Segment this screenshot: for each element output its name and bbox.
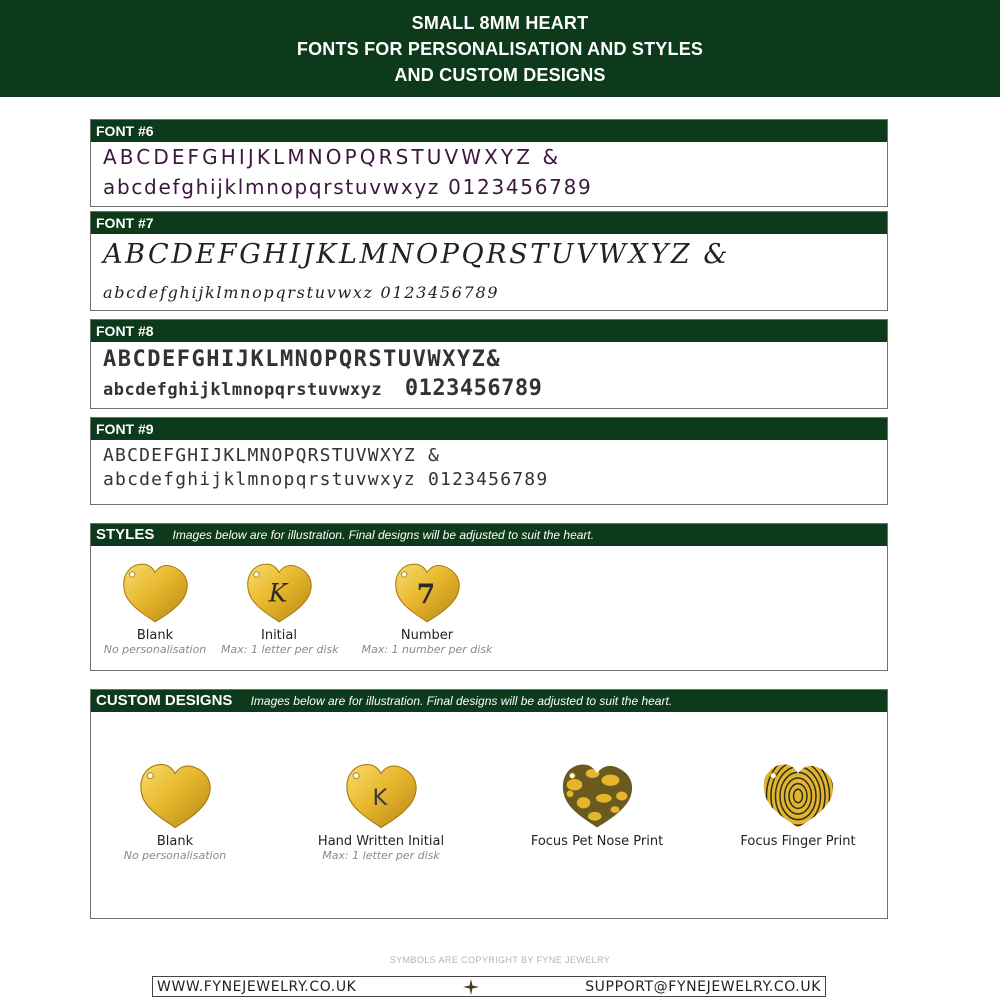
styles-title: STYLES <box>96 526 155 543</box>
font-9-uppercase: ABCDEFGHIJKLMNOPQRSTUVWXYZ & <box>103 445 441 466</box>
custom-blank-sub: No personalisation <box>123 849 227 862</box>
custom-designs-panel <box>90 689 888 919</box>
font-6-panel <box>90 119 888 207</box>
style-blank[interactable] <box>95 560 215 656</box>
font-6-lowercase-digits: abcdefghijklmnopqrstuvwxyz 0123456789 <box>103 175 593 199</box>
font-7-lowercase-digits: abcdefghijklmnopqrstuvwxz 0123456789 <box>103 283 500 302</box>
custom-finger-print-name: Focus Finger Print <box>740 834 856 849</box>
styles-panel <box>90 523 888 671</box>
font-8-panel <box>90 319 888 409</box>
support-email-link[interactable]: SUPPORT@FYNEJEWELRY.CO.UK <box>585 978 821 995</box>
blank-heart-icon <box>136 760 214 832</box>
font-9-panel <box>90 417 888 505</box>
font-9-lowercase-digits: abcdefghijklmnopqrstuvwxyz 0123456789 <box>103 469 549 490</box>
font-8-lowercase: abcdefghijklmnopqrstuvwxyz <box>103 380 383 400</box>
number-heart-icon <box>391 560 463 626</box>
title-banner <box>0 0 1000 97</box>
custom-pet-nose-name: Focus Pet Nose Print <box>530 834 664 849</box>
copyright-note: SYMBOLS ARE COPYRIGHT BY FYNE JEWELRY <box>389 955 611 965</box>
custom-blank[interactable] <box>113 760 237 862</box>
banner-line-2: FONTS FOR PERSONALISATION AND STYLES <box>296 38 704 59</box>
style-blank-name: Blank <box>136 628 174 643</box>
initial-heart-icon <box>243 560 315 626</box>
pet-nose-print-heart-icon <box>558 760 636 832</box>
initial-mark: K <box>268 578 288 608</box>
custom-hand-written-name: Hand Written Initial <box>317 834 445 849</box>
footer-bar <box>152 976 826 997</box>
number-mark: 7 <box>416 579 436 611</box>
style-number[interactable] <box>357 560 497 656</box>
website-link[interactable]: WWW.FYNEJEWELRY.CO.UK <box>157 978 357 995</box>
custom-title: CUSTOM DESIGNS <box>96 692 233 709</box>
custom-note: Images below are for illustration. Final designs will be adjusted to suit the heart. <box>250 694 673 708</box>
font-9-title: FONT #9 <box>91 418 887 440</box>
font-6-uppercase: ABCDEFGHIJKLMNOPQRSTUVWXYZ & <box>103 145 562 169</box>
style-initial-sub: Max: 1 letter per disk <box>221 643 339 656</box>
custom-hand-written-initial[interactable] <box>315 760 447 862</box>
hand-written-mark: K <box>372 785 388 811</box>
font-8-title: FONT #8 <box>91 320 887 342</box>
banner-line-3: AND CUSTOM DESIGNS <box>394 64 606 85</box>
custom-pet-nose-print[interactable] <box>521 760 673 849</box>
style-initial-name: Initial <box>261 628 297 643</box>
font-6-title: FONT #6 <box>91 120 887 142</box>
custom-header <box>91 690 887 712</box>
font-8-lowercase-digits <box>103 376 542 401</box>
font-8-uppercase: ABCDEFGHIJKLMNOPQRSTUVWXYZ& <box>103 347 502 372</box>
font-7-panel <box>90 211 888 311</box>
styles-note: Images below are for illustration. Final designs will be adjusted to suit the heart. <box>172 528 595 542</box>
finger-print-heart-icon <box>759 760 837 832</box>
blank-heart-icon <box>119 560 191 626</box>
style-blank-sub: No personalisation <box>103 643 207 656</box>
styles-header <box>91 524 887 546</box>
hand-written-heart-icon <box>342 760 420 832</box>
font-7-title: FONT #7 <box>91 212 887 234</box>
font-7-uppercase: ABCDEFGHIJKLMNOPQRSTUVWXYZ & <box>103 239 731 270</box>
font-8-digits: 0123456789 <box>404 376 543 401</box>
style-number-name: Number <box>400 628 454 643</box>
banner-line-1: SMALL 8MM HEART <box>411 12 589 33</box>
custom-hand-written-sub: Max: 1 letter per disk <box>322 849 440 862</box>
custom-finger-print[interactable] <box>723 760 873 849</box>
custom-blank-name: Blank <box>156 834 194 849</box>
style-initial[interactable] <box>221 560 337 656</box>
style-number-sub: Max: 1 number per disk <box>361 643 493 656</box>
star-logo-icon <box>462 978 480 996</box>
